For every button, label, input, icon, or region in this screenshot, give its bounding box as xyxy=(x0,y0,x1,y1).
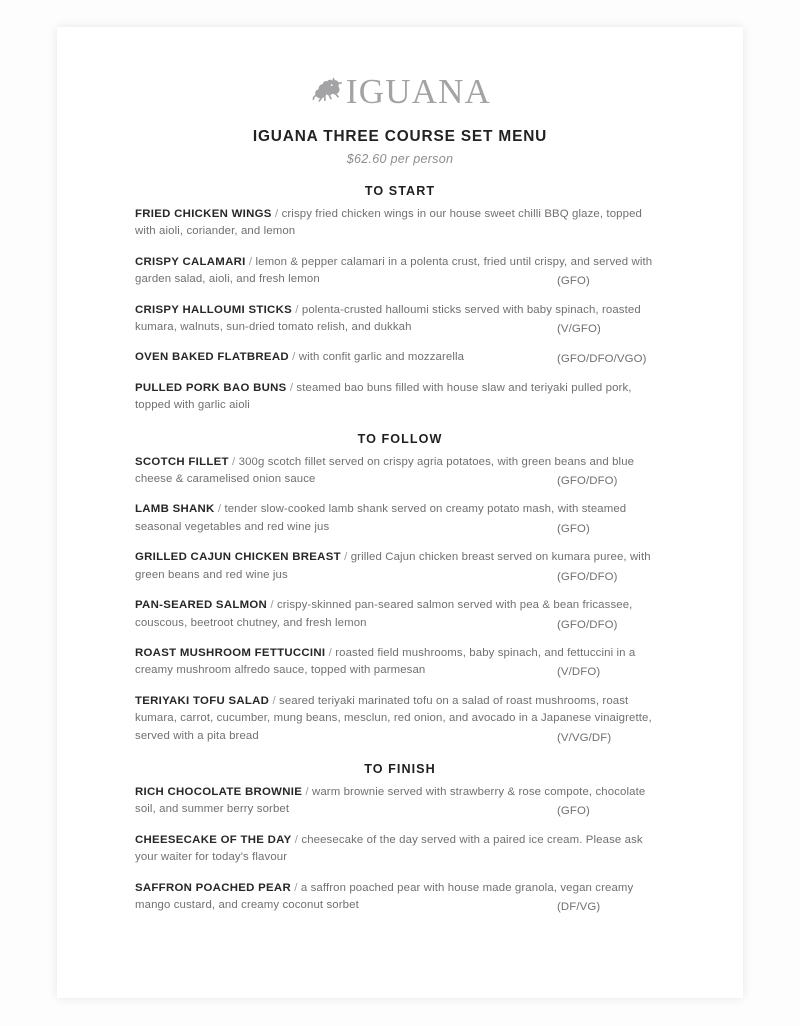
dietary-tag: (GFO) xyxy=(557,275,590,288)
menu-item-name: PULLED PORK BAO BUNS xyxy=(135,381,287,394)
section-heading: TO START xyxy=(364,184,436,198)
menu-item-description: tender slow-cooked lamb shank served on creamy potato mash, with steamed seasonal vegetables and red wine jus xyxy=(135,503,627,533)
masthead xyxy=(135,27,665,166)
menu-item-name: SCOTCH FILLET xyxy=(135,455,229,468)
dietary-tag: (GFO) xyxy=(557,522,590,535)
menu-item-name: FRIED CHICKEN WINGS xyxy=(135,208,272,220)
menu-item-name: TERIYAKI TOFU SALAD xyxy=(135,694,270,707)
menu-item xyxy=(135,549,665,584)
menu-item xyxy=(135,693,665,745)
menu-section xyxy=(135,762,665,914)
menu-item-separator: / xyxy=(302,785,312,798)
menu-item xyxy=(135,380,665,415)
dietary-tag: (GFO/DFO) xyxy=(557,475,618,488)
menu-item-separator: / xyxy=(291,833,302,846)
section-heading: TO FOLLOW xyxy=(357,431,443,446)
menu-item xyxy=(135,254,665,289)
dietary-tag: (GFO/DFO) xyxy=(557,570,618,583)
menu-item-description: steamed bao buns filled with house slaw and teriyaki pulled pork, topped with garlic aioli xyxy=(135,381,632,412)
menu-item-description: crispy fried chicken wings in our house sweet chilli BBQ glaze, topped with aioli, coriander, and lemon xyxy=(135,208,642,238)
menu-item-separator: / xyxy=(340,551,351,564)
brand-logo xyxy=(135,70,665,114)
menu-item-name: PAN-SEARED SALMON xyxy=(135,599,268,612)
menu-item-separator: / xyxy=(271,208,282,220)
menu-item xyxy=(135,880,665,915)
dietary-tag: (DF/VG) xyxy=(557,900,601,913)
dietary-tag: (GFO/DFO/VGO) xyxy=(557,353,647,366)
brand-wordmark: IGUANA xyxy=(345,72,492,111)
menu-item xyxy=(135,302,665,337)
menu-section xyxy=(135,432,665,745)
menu-item-name: GRILLED CAJUN CHICKEN BREAST xyxy=(135,551,341,564)
iguana-lizard-icon xyxy=(309,74,345,110)
page-title: IGUANA THREE COURSE SET MENU xyxy=(252,128,548,145)
menu-item xyxy=(135,597,665,632)
menu-item-name: SAFFRON POACHED PEAR xyxy=(135,881,291,894)
menu-item xyxy=(135,349,665,366)
menu-item-separator: / xyxy=(325,646,336,659)
dietary-tag: (V/GFO) xyxy=(557,323,601,336)
menu-item-name: CRISPY CALAMARI xyxy=(135,255,246,268)
menu-item-separator: / xyxy=(286,381,297,394)
menu-item-separator: / xyxy=(267,599,277,612)
menu-item-description: cheesecake of the day served with a paired ice cream. Please ask your waiter for today's flavour xyxy=(135,833,643,864)
menu-price: $62.60 per person xyxy=(346,152,454,166)
menu-item-name: CHEESECAKE OF THE DAY xyxy=(135,833,292,846)
menu-item-description: with confit garlic and mozzarella xyxy=(298,351,465,364)
menu-item-description: grilled Cajun chicken breast served on kumara puree, with green beans and red wine jus xyxy=(135,551,651,581)
menu-item-description: crispy-skinned pan-seared salmon served with pea & bean fricassee, couscous, beetroot chutney, and fresh lemon xyxy=(135,599,633,629)
menu-item xyxy=(135,832,665,867)
menu-item-separator: / xyxy=(214,503,225,516)
menu-item-separator: / xyxy=(245,255,256,268)
menu-item-separator: / xyxy=(292,303,302,316)
menu-item-name: ROAST MUSHROOM FETTUCCINI xyxy=(135,646,326,659)
menu-item-description: lemon & pepper calamari in a polenta crust, fried until crispy, and served with garden salad, aioli, and fresh lemon xyxy=(135,255,653,286)
menu-item-name: CRISPY HALLOUMI STICKS xyxy=(135,303,293,316)
menu-item-description: 300g scotch fillet served on crispy agria potatoes, with green beans and blue cheese & caramelised onion sauce xyxy=(135,455,635,486)
menu-item xyxy=(135,454,665,489)
menu-item-name: LAMB SHANK xyxy=(135,503,215,516)
dietary-tag: (GFO/DFO) xyxy=(557,618,618,631)
menu-item-description: polenta-crusted halloumi sticks served with baby spinach, roasted kumara, walnuts, sun-dried tomato relish, and dukkah xyxy=(135,303,641,334)
menu-item-name: OVEN BAKED FLATBREAD xyxy=(135,351,289,364)
menu-item-description: seared teriyaki marinated tofu on a salad of roast mushrooms, roast kumara, carrot, cucumber, mung beans, mesclun, red onion, and avocado in a Japanese vinaigrette, served with a pita bread xyxy=(135,694,652,742)
menu-item-separator: / xyxy=(288,351,299,364)
dietary-tag: (V/DFO) xyxy=(557,666,601,679)
menu-item-separator: / xyxy=(291,881,301,894)
section-heading: TO FINISH xyxy=(364,761,436,776)
menu-item-description: warm brownie served with strawberry & rose compote, chocolate soil, and summer berry sorbet xyxy=(135,785,646,816)
menu-item-separator: / xyxy=(228,455,239,468)
menu-card xyxy=(57,27,743,998)
dietary-tag: (GFO) xyxy=(557,805,590,818)
menu-item xyxy=(135,206,665,241)
menu-item-description: roasted field mushrooms, baby spinach, and fettuccini in a creamy mushroom alfredo sauce, topped with parmesan xyxy=(135,646,636,677)
menu-sections xyxy=(135,184,665,914)
menu-item-separator: / xyxy=(269,694,280,707)
dietary-tag: (V/VG/DF) xyxy=(557,731,612,744)
menu-item xyxy=(135,645,665,680)
menu-item-description: a saffron poached pear with house made granola, vegan creamy mango custard, and creamy coconut sorbet xyxy=(135,881,634,911)
menu-item-name: RICH CHOCOLATE BROWNIE xyxy=(135,785,303,798)
menu-item xyxy=(135,501,665,536)
menu-section xyxy=(135,184,665,415)
menu-item xyxy=(135,784,665,819)
